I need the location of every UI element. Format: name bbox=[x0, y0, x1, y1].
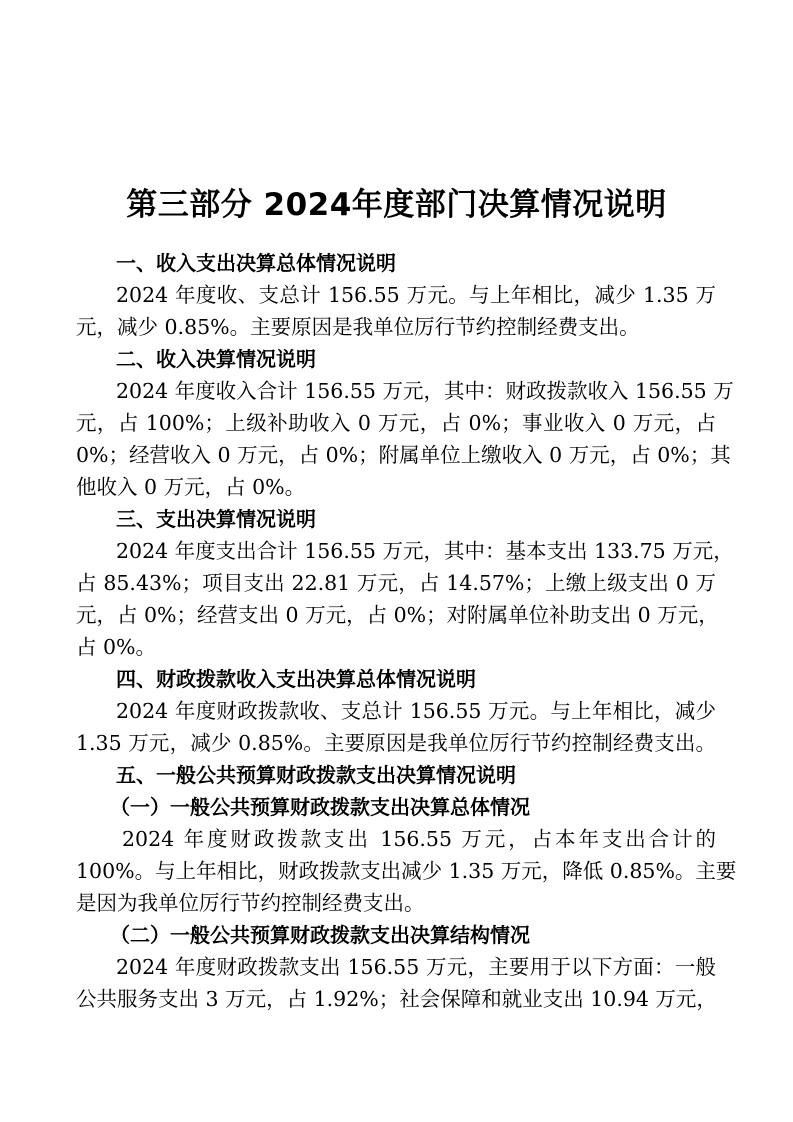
paragraph-line: 他收入 0 万元，占 0%。 bbox=[76, 475, 306, 499]
paragraph-line: 占 85.43%；项目支出 22.81 万元，占 14.57%；上缴上级支出 0 万 bbox=[76, 571, 716, 595]
paragraph-line: 2024 年度财政拨款收、支总计 156.55 万元。与上年相比，减少 bbox=[116, 699, 716, 723]
paragraph-line: 元，占 100%；上级补助收入 0 万元，占 0%；事业收入 0 万元，占 bbox=[76, 411, 716, 435]
section-heading-2: 二、收入决算情况说明 bbox=[116, 347, 316, 371]
paragraph-line: 2024 年度支出合计 156.55 万元，其中：基本支出 133.75 万元， bbox=[116, 539, 734, 563]
subsection-heading-1: （一）一般公共预算财政拨款支出决算总体情况 bbox=[110, 795, 530, 819]
paragraph-line: 2024 年度财政拨款支出 156.55 万元，占本年支出合计的 bbox=[122, 827, 716, 851]
paragraph-line: 占 0%。 bbox=[76, 635, 157, 659]
section-heading-5: 五、一般公共预算财政拨款支出决算情况说明 bbox=[116, 763, 516, 787]
section-heading-1: 一、收入支出决算总体情况说明 bbox=[116, 251, 396, 275]
paragraph-line: 元，占 0%；经营支出 0 万元，占 0%；对附属单位补助支出 0 万元， bbox=[76, 603, 719, 627]
subsection-heading-2: （二）一般公共预算财政拨款支出决算结构情况 bbox=[110, 923, 530, 947]
paragraph-line: 0%；经营收入 0 万元，占 0%；附属单位上缴收入 0 万元，占 0%；其 bbox=[76, 443, 731, 467]
paragraph-line: 公共服务支出 3 万元，占 1.92%；社会保障和就业支出 10.94 万元， bbox=[76, 987, 717, 1011]
paragraph-line: 是因为我单位厉行节约控制经费支出。 bbox=[76, 891, 425, 915]
paragraph-line: 2024 年度财政拨款支出 156.55 万元，主要用于以下方面：一般 bbox=[116, 955, 716, 979]
paragraph-line: 100%。与上年相比，财政拨款支出减少 1.35 万元，降低 0.85%。主要 bbox=[76, 859, 737, 883]
section-heading-4: 四、财政拨款收入支出决算总体情况说明 bbox=[116, 667, 476, 691]
section-heading-3: 三、支出决算情况说明 bbox=[116, 507, 316, 531]
page-title: 第三部分 2024年度部门决算情况说明 bbox=[126, 187, 667, 223]
paragraph-line: 元，减少 0.85%。主要原因是我单位厉行节约控制经费支出。 bbox=[76, 315, 640, 339]
paragraph-line: 1.35 万元，减少 0.85%。主要原因是我单位厉行节约控制经费支出。 bbox=[76, 731, 716, 755]
paragraph-line: 2024 年度收入合计 156.55 万元，其中：财政拨款收入 156.55 万 bbox=[116, 379, 734, 403]
paragraph-line: 2024 年度收、支总计 156.55 万元。与上年相比，减少 1.35 万 bbox=[116, 283, 716, 307]
